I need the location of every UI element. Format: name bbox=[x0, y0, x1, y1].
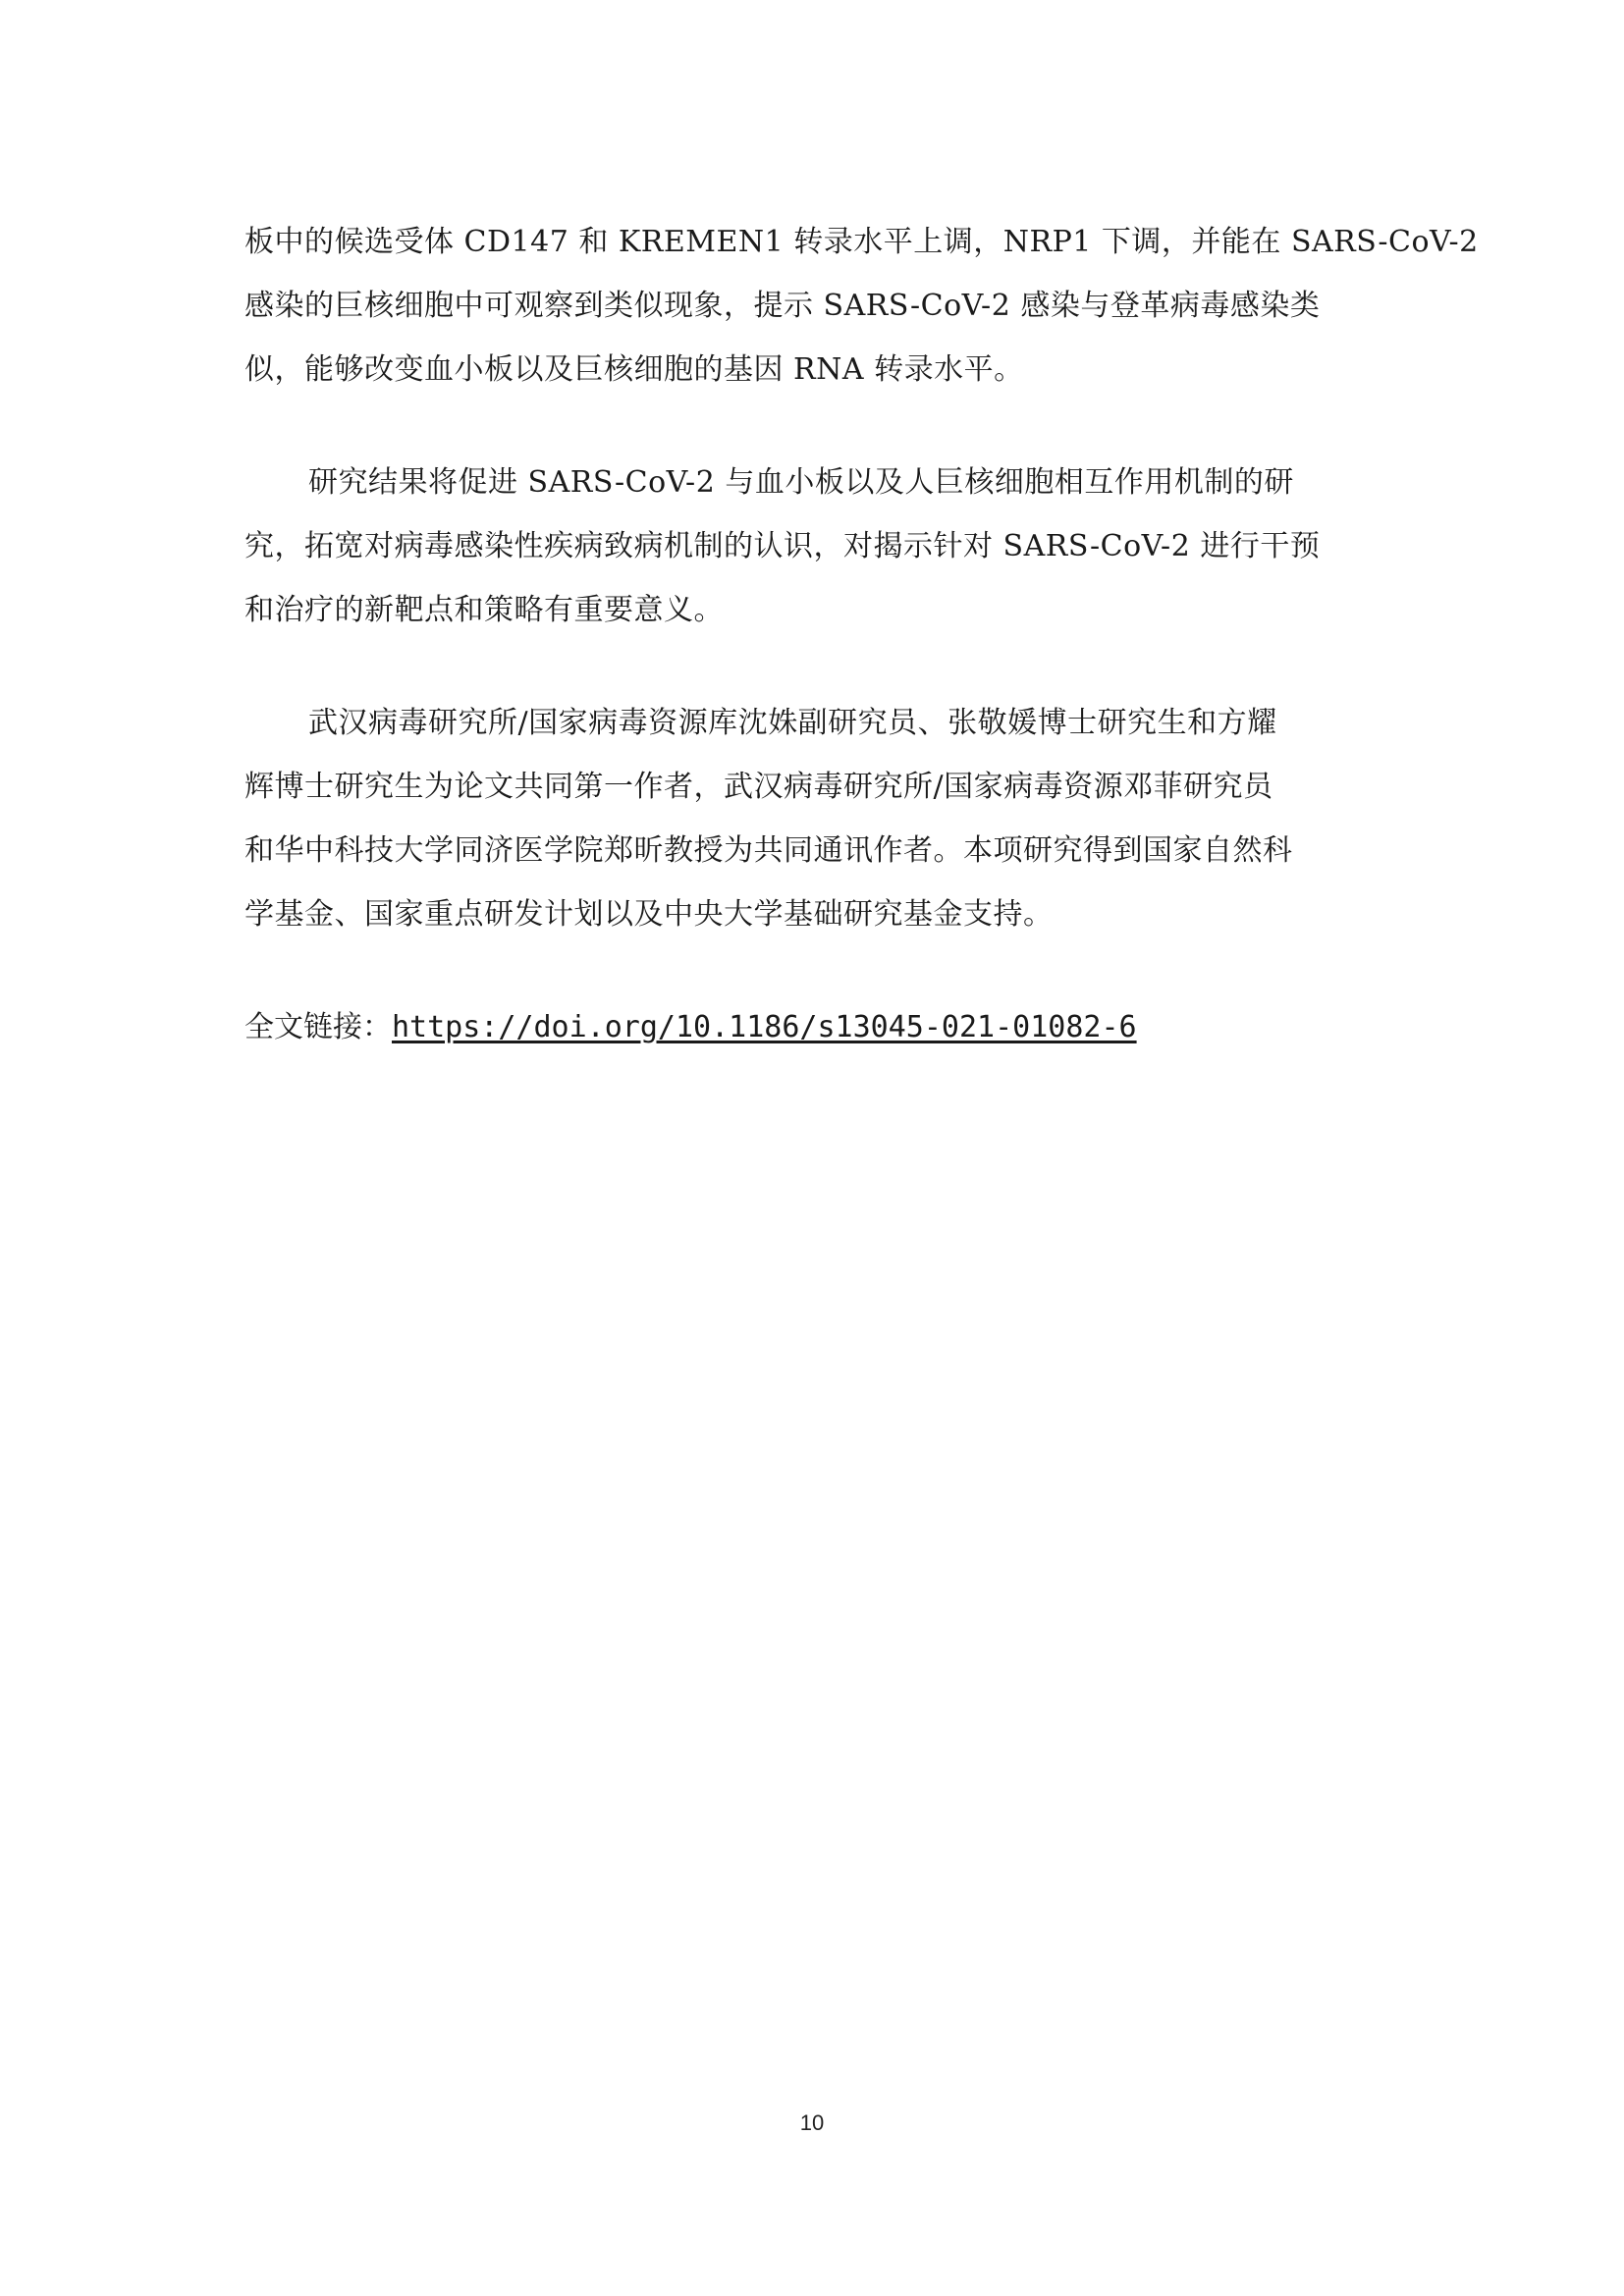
paragraph-3-line-3: 和华中科技大学同济医学院郑昕教授为共同通讯作者。本项研究得到国家自然科 bbox=[244, 833, 1293, 868]
paragraph-1-line-2: 感染的巨核细胞中可观察到类似现象，提示 SARS-CoV-2 感染与登革病毒感染类 bbox=[244, 289, 1321, 323]
full-text-link[interactable]: https://doi.org/10.1186/s13045-021-01082-6 bbox=[392, 1010, 1137, 1044]
paragraph-3-line-2: 辉博士研究生为论文共同第一作者，武汉病毒研究所/国家病毒资源邓菲研究员 bbox=[244, 770, 1273, 804]
paragraph-3-line-4: 学基金、国家重点研发计划以及中央大学基础研究基金支持。 bbox=[244, 897, 1054, 932]
full-text-link-label: 全文链接： bbox=[244, 1010, 392, 1044]
paragraph-1-line-3: 似，能够改变血小板以及巨核细胞的基因 RNA 转录水平。 bbox=[244, 352, 1024, 387]
page-number: 10 bbox=[799, 2110, 825, 2135]
full-text-link-row bbox=[244, 995, 1383, 1059]
document-body bbox=[244, 210, 1479, 1059]
paragraph-2-line-1: 研究结果将促进 SARS-CoV-2 与血小板以及人巨核细胞相互作用机制的研 bbox=[308, 465, 1294, 500]
paragraph-1-line-1: 板中的候选受体 CD147 和 KREMEN1 转录水平上调，NRP1 下调，并能在 SARS-CoV-2 bbox=[244, 225, 1479, 259]
paragraph-2-line-3: 和治疗的新靶点和策略有重要意义。 bbox=[244, 593, 724, 627]
paragraph-2-line-2: 究，拓宽对病毒感染性疾病致病机制的认识，对揭示针对 SARS-CoV-2 进行干预 bbox=[244, 529, 1321, 563]
paragraph-2 bbox=[244, 451, 1383, 642]
paragraph-1 bbox=[244, 210, 1479, 401]
paragraph-3 bbox=[244, 691, 1383, 946]
paragraph-3-line-1: 武汉病毒研究所/国家病毒资源库沈姝副研究员、张敬媛博士研究生和方耀 bbox=[308, 706, 1277, 740]
